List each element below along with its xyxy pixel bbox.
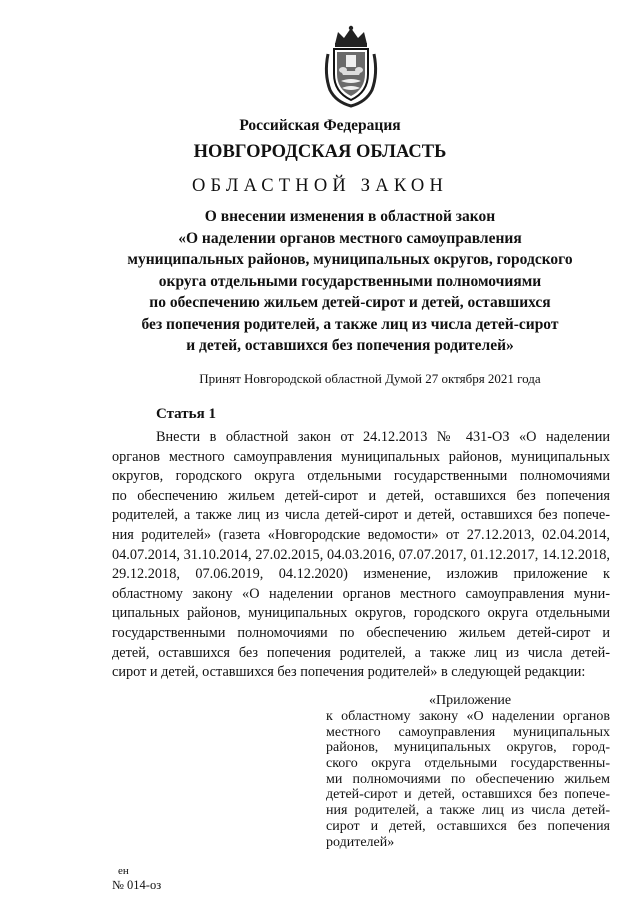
article-heading: Статья 1 xyxy=(156,406,216,422)
title-line: муниципальных районов, муниципальных округов, городского xyxy=(127,251,573,268)
region-name: НОВГОРОДСКАЯ ОБЛАСТЬ xyxy=(193,142,447,162)
appendix-line: ния родителей, а также лиц из числа детей- xyxy=(326,803,610,819)
title-line: и детей, оставшихся без попечения родителей» xyxy=(186,337,514,354)
country-name: Российская Федерация xyxy=(239,117,401,134)
appendix-line: сирот и детей, оставшихся без попечения xyxy=(326,818,610,834)
appendix-line: ми полномочиями по обеспечению жильем xyxy=(326,771,610,787)
title-line: О внесении изменения в областной закон xyxy=(204,208,496,225)
appendix-line: детей-сирот и детей, оставшихся без попече- xyxy=(326,787,610,803)
appendix-line: к областному закону «О наделении органов xyxy=(326,709,610,724)
text-line: государственными полномочиями по обеспечению жильем детей-сирот и xyxy=(112,624,610,641)
text-line: детей, оставшихся без попечения родителей, а также лиц из числа детей- xyxy=(112,644,610,661)
appendix-line: ского округа отдельными государственны- xyxy=(326,756,610,772)
text-line: по обеспечению жильем детей-сирот и детей, оставшихся без попечения xyxy=(112,487,610,504)
appendix-line: родителей» xyxy=(326,834,395,850)
text-line: областному закону «О наделении органов местного самоуправления муни- xyxy=(112,585,610,602)
adoption-note: Принят Новгородской областной Думой 27 октября 2021 года xyxy=(199,371,541,386)
appendix-text xyxy=(326,709,610,850)
title-line: «О наделении органов местного самоуправления xyxy=(178,229,522,247)
appendix-line: местного самоуправления муниципальных xyxy=(326,724,610,740)
text-line: округов, городского округа отдельными государственными полномочиями xyxy=(112,468,610,485)
text-line: ния родителей» (газета «Новгородские ведомости» от 27.12.2013, 02.04.2014, xyxy=(112,526,610,543)
law-title xyxy=(70,206,630,357)
text-line: родителей, а также лиц из числа детей-сирот и детей, оставшихся без попече- xyxy=(112,507,610,524)
title-line: без попечения родителей, а также лиц из числа детей-сирот xyxy=(141,315,559,333)
appendix-heading: «Приложение xyxy=(429,693,512,708)
text-line: ципальных районов, муниципальных округов, городского округа отдельными xyxy=(112,605,610,622)
text-line: органов местного самоуправления муниципальных районов, муниципальных xyxy=(112,448,610,465)
text-line: Внести в областной закон от 24.12.2013 № 431-ОЗ «О наделении xyxy=(156,429,610,445)
coat-of-arms-icon xyxy=(322,24,380,108)
footer-initials: ен xyxy=(118,865,129,877)
title-line: по обеспечению жильем детей-сирот и детей, оставшихся xyxy=(149,294,551,311)
text-line: 04.07.2014, 31.10.2014, 27.02.2015, 04.03.2016, 07.07.2017, 01.12.2017, 14.12.2018, xyxy=(112,546,610,563)
appendix-line: районов, муниципальных округов, город- xyxy=(326,740,610,756)
law-type: ОБЛАСТНОЙ ЗАКОН xyxy=(191,176,449,196)
title-line: округа отдельными государственными полномочиями xyxy=(158,272,542,290)
text-line: 29.12.2018, 07.06.2019, 04.12.2020) изменение, изложив приложение к xyxy=(112,566,610,583)
article-text xyxy=(112,428,610,683)
footer-doc-number: № 014-оз xyxy=(112,878,162,892)
text-line: сирот и детей, оставшихся без попечения родителей» в следующей редакции: xyxy=(112,664,586,681)
